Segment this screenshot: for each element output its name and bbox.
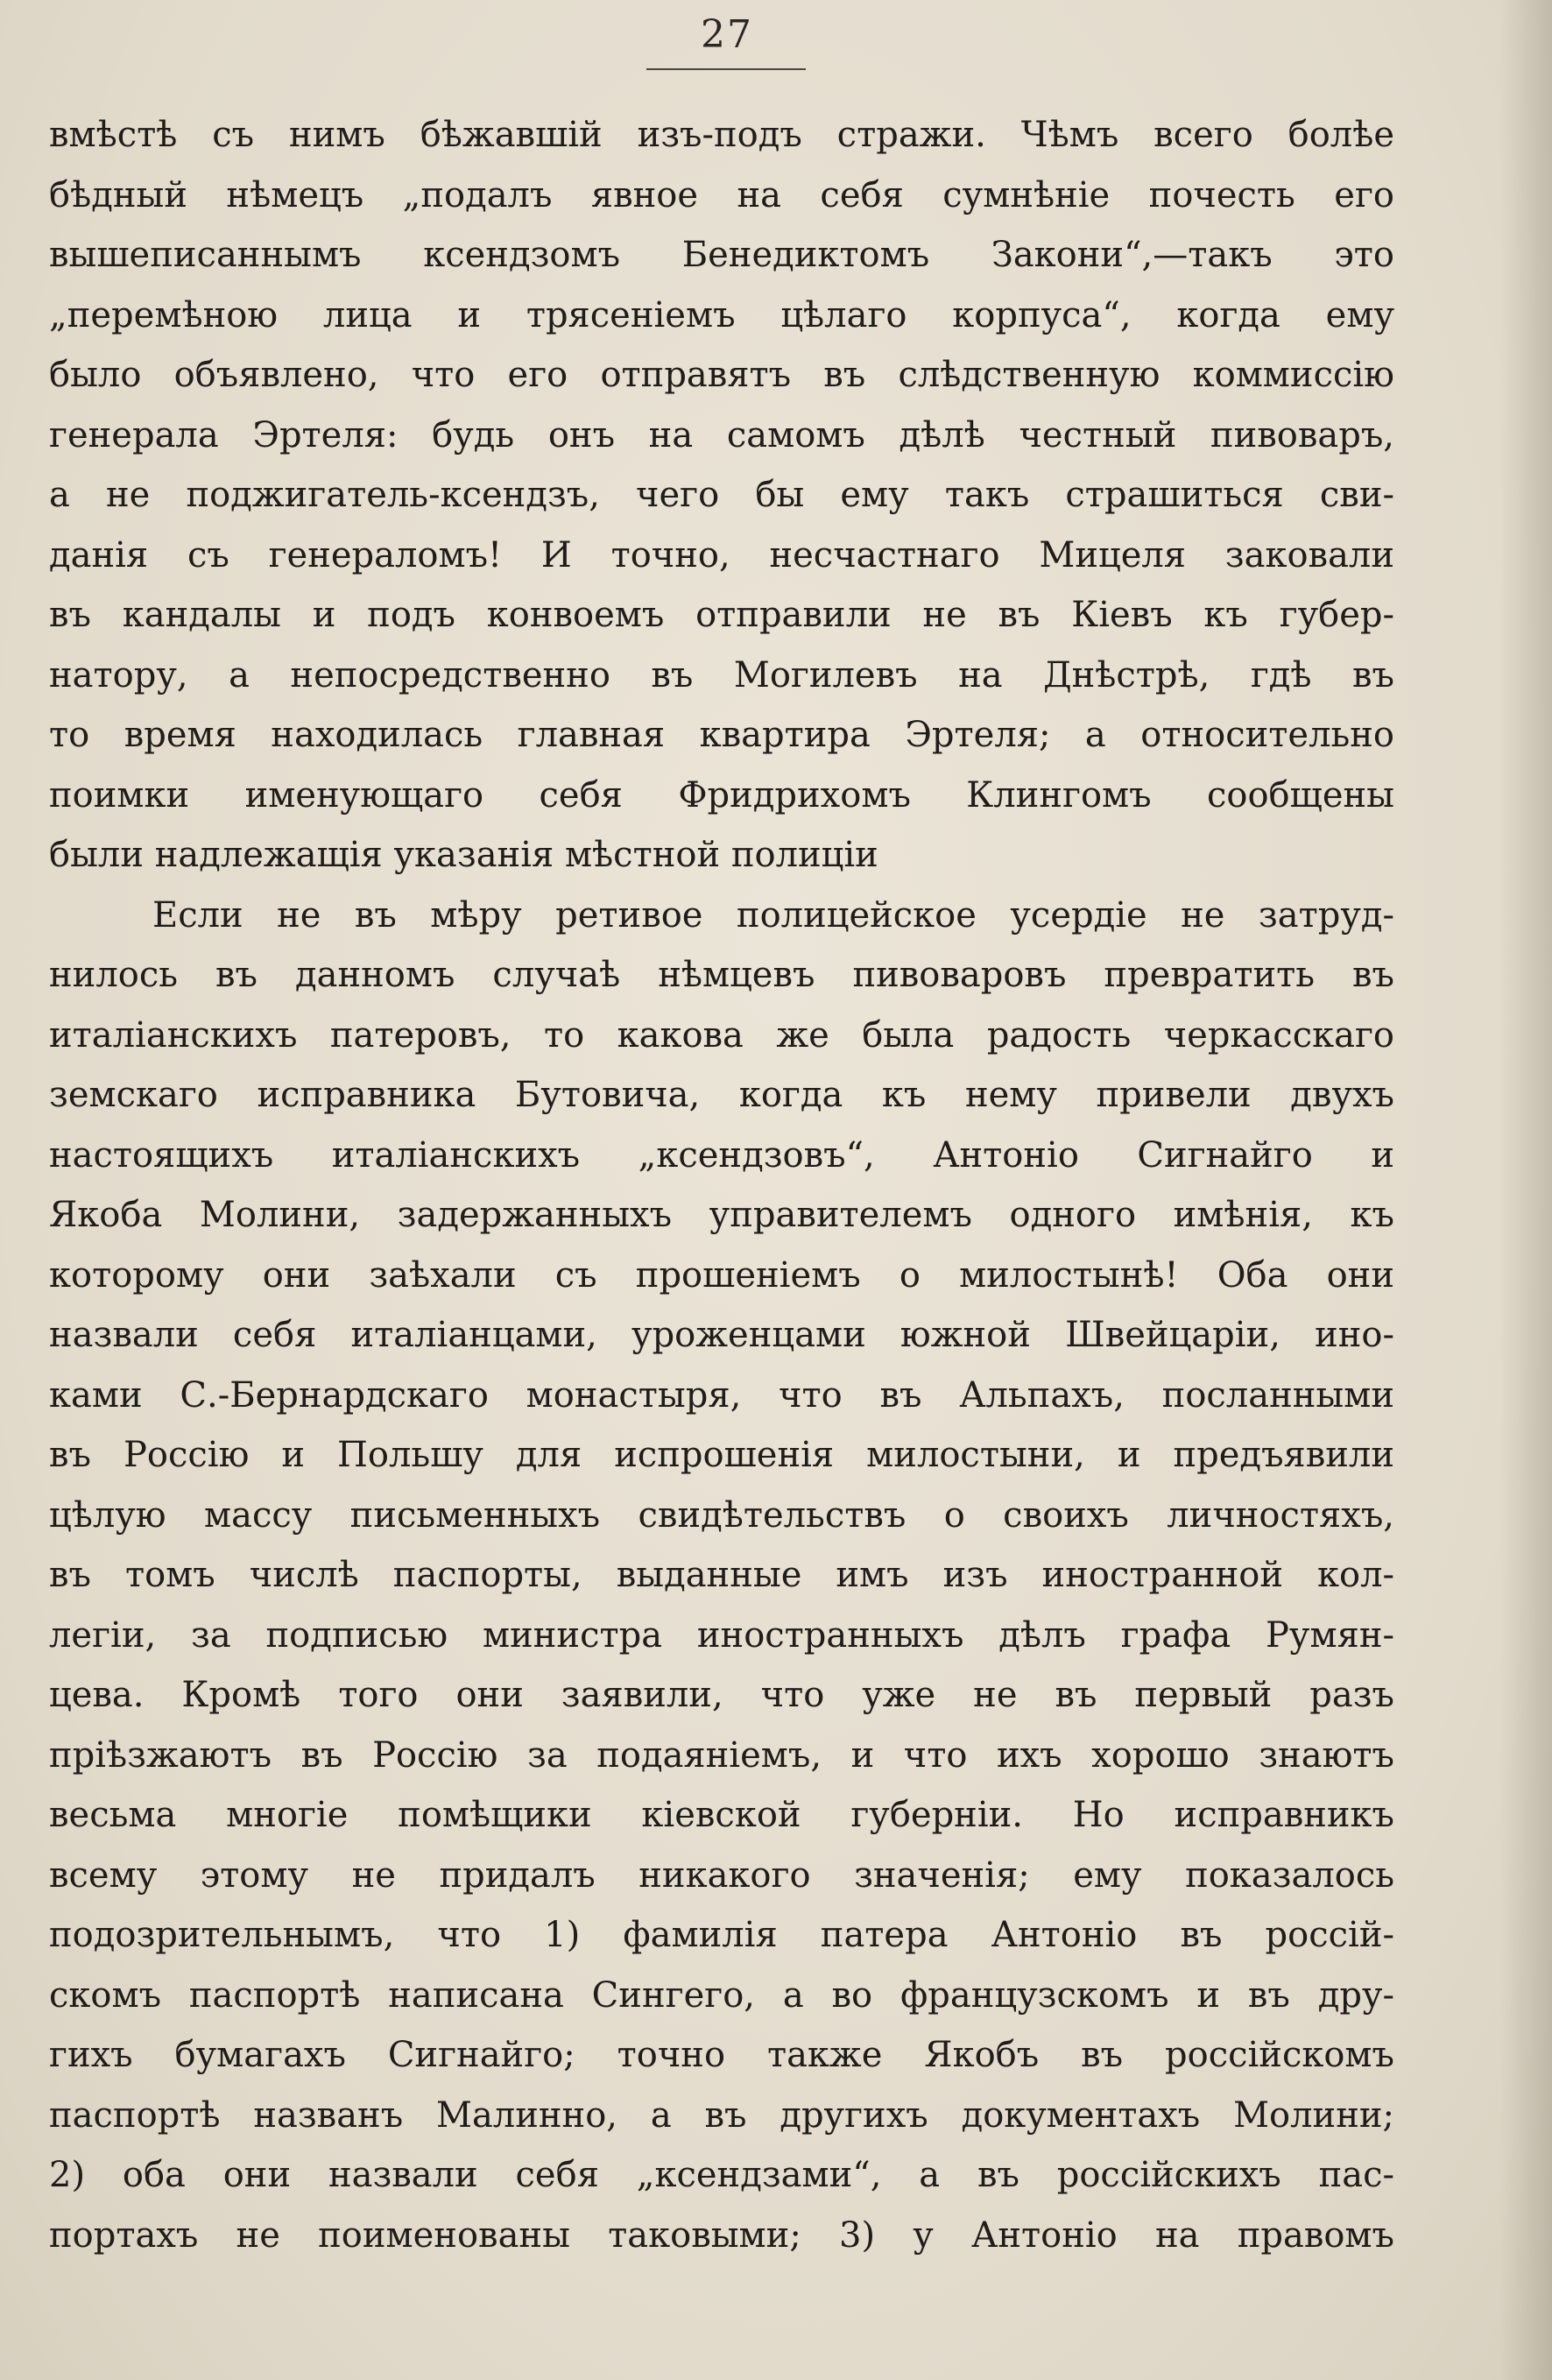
text-line: назвали себя италіанцами, уроженцами южной Швейцаріи, ино- (49, 1315, 1394, 1355)
text-line: которому они заѣхали съ прошеніемъ о милостынѣ! Оба они (49, 1254, 1394, 1296)
text-line: генерала Эртеля: будь онъ на самомъ дѣлѣ честный пивоваръ, (49, 414, 1394, 456)
text-line: въ Россію и Польшу для испрошенія милостыни, и предъявили (49, 1435, 1394, 1475)
text-line: Якоба Молини, задержанныхъ управителемъ одного имѣнія, къ (49, 1195, 1394, 1235)
text-line: „перемѣною лица и трясеніемъ цѣлаго корпуса“, когда ему (49, 294, 1394, 335)
text-line: подозрительнымъ, что 1) фамилія патера Антоніо въ россій- (49, 1915, 1394, 1955)
text-line: а не поджигатель-ксендзъ, чего бы ему такъ страшиться сви- (49, 475, 1394, 515)
text-line: поимки именующаго себя Фридрихомъ Клингомъ сообщены (49, 774, 1394, 816)
text-line: вмѣстѣ съ нимъ бѣжавшій изъ-подъ стражи. Чѣмъ всего болѣе (49, 115, 1394, 155)
text-line: бѣдный нѣмецъ „подалъ явное на себя сумнѣніе почесть его (49, 174, 1394, 215)
text-line-paragraph-start: Если не въ мѣру ретивое полицейское усердіе не затруд- (152, 894, 1394, 936)
text-line: въ томъ числѣ паспорты, выданные имъ изъ иностранной кол- (49, 1555, 1394, 1595)
text-line: легіи, за подписью министра иностранныхъ дѣлъ графа Румян- (49, 1614, 1394, 1656)
text-line: настоящихъ италіанскихъ „ксендзовъ“, Антоніо Сигнайго и (49, 1134, 1394, 1176)
text-line-paragraph-end: были надлежащія указанія мѣстной полиціи (49, 835, 878, 875)
text-line: весьма многіе помѣщики кіевской губерніи. Но исправникъ (49, 1795, 1394, 1835)
text-line: паспортѣ названъ Малинно, а въ другихъ документахъ Молини; (49, 2094, 1394, 2136)
text-line: цѣлую массу письменныхъ свидѣтельствъ о своихъ личностяхъ, (49, 1494, 1394, 1536)
page-edge-shadow (1499, 0, 1552, 2380)
text-line: нилось въ данномъ случаѣ нѣмцевъ пивоваровъ превратить въ (49, 955, 1394, 995)
text-line: всему этому не придалъ никакого значенія; ему показалось (49, 1854, 1394, 1896)
body-text (49, 105, 1394, 2265)
text-line: было объявлено, что его отправятъ въ слѣдственную коммиссію (49, 355, 1394, 395)
page-number: 27 (701, 12, 753, 57)
text-line: пріѣзжаютъ въ Россію за подаяніемъ, и что ихъ хорошо знаютъ (49, 1734, 1394, 1776)
text-line: земскаго исправника Бутовича, когда къ нему привели двухъ (49, 1075, 1394, 1115)
text-line: 2) оба они назвали себя „ксендзами“, а въ россійскихъ пас- (49, 2155, 1394, 2195)
text-line: гихъ бумагахъ Сигнайго; точно также Якобъ въ россійскомъ (49, 2035, 1394, 2075)
text-line: скомъ паспортѣ написана Сингего, а во французскомъ и въ дру- (49, 1974, 1394, 2016)
text-line: натору, а непосредственно въ Могилевъ на Днѣстрѣ, гдѣ въ (49, 654, 1394, 696)
text-line: портахъ не поименованы таковыми; 3) у Антоніо на правомъ (49, 2214, 1394, 2256)
text-line: цева. Кромѣ того они заявили, что уже не въ первый разъ (49, 1675, 1394, 1715)
text-line: ками С.-Бернардскаго монастыря, что въ Альпахъ, посланными (49, 1374, 1394, 1416)
header-rule (646, 68, 806, 70)
text-line: въ кандалы и подъ конвоемъ отправили не въ Кіевъ къ губер- (49, 595, 1394, 635)
text-line: то время находилась главная квартира Эртеля; а относительно (49, 715, 1394, 755)
text-line: вышеписаннымъ ксендзомъ Бенедиктомъ Закони“,—такъ это (49, 235, 1394, 275)
text-line: данія съ генераломъ! И точно, несчастнаго Мицеля заковали (49, 534, 1394, 576)
text-line: италіанскихъ патеровъ, то какова же была радость черкасскаго (49, 1014, 1394, 1056)
